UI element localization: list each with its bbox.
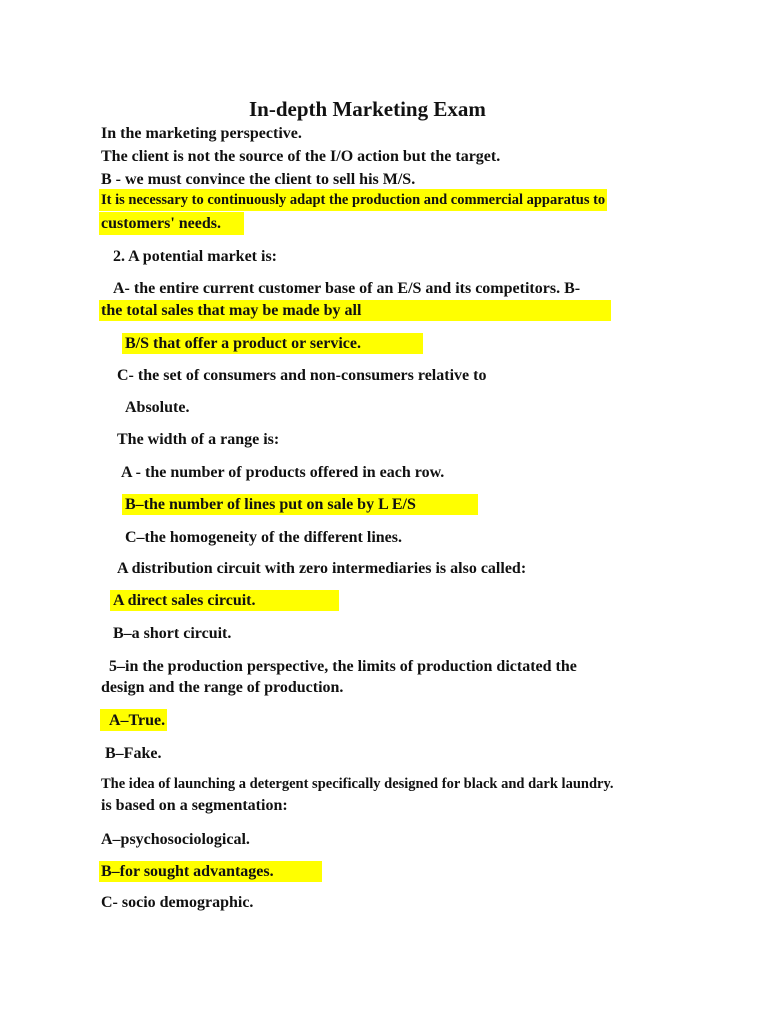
question-3: The width of a range is:: [117, 431, 280, 448]
question-2-option-c-line-2: Absolute.: [125, 399, 190, 416]
question-5-option-a: [109, 711, 165, 731]
question-5-option-a-period: .: [161, 712, 166, 729]
question-4-option-b: B–a short circuit.: [113, 625, 232, 642]
question-2-option-b-line-2: B/S that offer a product or service.: [125, 335, 361, 352]
question-2-option-c-line-1: C- the set of consumers and non-consumers relative to: [117, 367, 487, 384]
question-6-line-1: The idea of launching a detergent specifically designed for black and dark laundry.: [101, 776, 614, 792]
question-4-option-a: A direct sales circuit.: [113, 592, 256, 609]
question-6-option-a: A–psychosociological.: [101, 831, 250, 848]
page-title: In-depth Marketing Exam: [249, 97, 486, 121]
question-2: 2. A potential market is:: [113, 248, 277, 265]
intro-line-4b: customers' needs.: [101, 215, 221, 232]
question-5-line-1: 5–in the production perspective, the limits of production dictated the: [109, 658, 577, 675]
intro-line-3: B - we must convince the client to sell his M/S.: [101, 171, 416, 188]
question-5-option-b: B–Fake.: [105, 745, 162, 762]
question-6-option-c: C- socio demographic.: [101, 894, 254, 911]
question-6-line-2: is based on a segmentation:: [101, 797, 288, 814]
question-3-option-a: A - the number of products offered in each row.: [121, 464, 445, 481]
question-5-option-a-text: A–True: [109, 712, 162, 729]
question-3-option-b: B–the number of lines put on sale by L E/S: [125, 496, 416, 513]
question-3-option-c: C–the homogeneity of the different lines.: [125, 529, 402, 546]
intro-line-1: In the marketing perspective.: [101, 125, 302, 142]
question-5-line-2: design and the range of production.: [101, 679, 344, 696]
intro-line-4a: It is necessary to continuously adapt the production and commercial apparatus to: [101, 192, 606, 208]
question-2-option-b-line-1: the total sales that may be made by all: [101, 302, 362, 319]
intro-line-2: The client is not the source of the I/O action but the target.: [101, 148, 501, 165]
question-2-option-a: A- the entire current customer base of an E/S and its competitors. B-: [113, 280, 581, 297]
question-6-option-b: B–for sought advantages.: [101, 863, 274, 880]
question-4: A distribution circuit with zero intermediaries is also called:: [117, 560, 527, 577]
